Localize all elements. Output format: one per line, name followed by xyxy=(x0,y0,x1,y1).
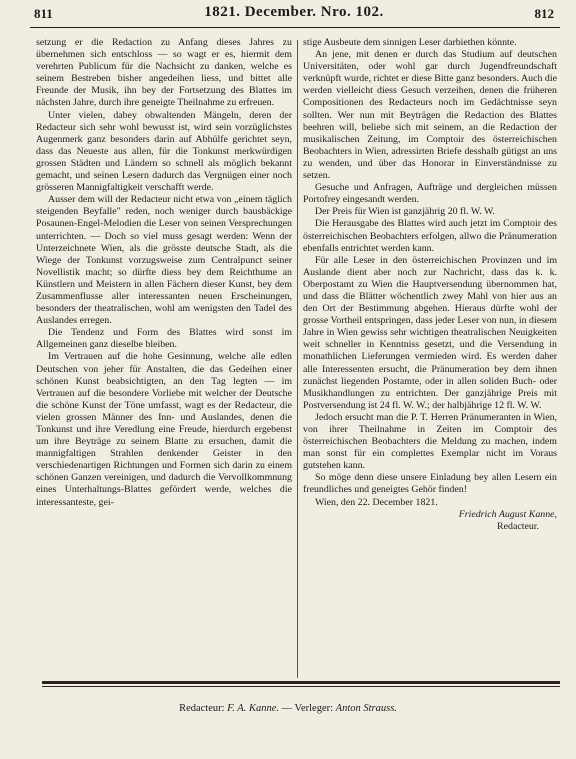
paragraph: Die Herausgabe des Blattes wird auch jetzt im Comptoir des österreichischen Beobachters erfolgen, allwo die Pränumeration ebenfalls entrichtet werden kann. xyxy=(303,218,557,254)
right-column xyxy=(303,37,557,677)
page-number-left: 811 xyxy=(34,6,53,21)
column-divider xyxy=(297,40,298,678)
imprint-footer xyxy=(0,703,576,714)
dateline: Wien, den 22. December 1821. xyxy=(315,496,438,508)
paragraph: Der Preis für Wien ist ganzjährig 20 fl. W. W. xyxy=(315,206,495,218)
paragraph: An jene, mit denen er durch das Studium auf deutschen Universitäten, oder wohl gar durch Jugendfreundschaft verknüpft wurde, richtet er diese Bitte ganz besonders. Auch die werden vielleicht diess Gesuch verzeihen, denen die früheren Compositionen des Redacteurs noch im Gedächtnisse seyn sollten. Wer nun mit Beyträgen die Redaction des Blattes beehren will, beliebe sich mit seinem, an die Redaction der musikalischen Zeitung, im Comptoir des österreichischen Beobachters in Wien, adressirten Briefe desshalb gütigst an uns zu wenden, und über das Honorar in Einverständnisse zu setzen. xyxy=(303,49,557,182)
paragraph: So möge denn diese unsere Einladung bey allen Lesern ein freundliches und geneigtes Gehör finden! xyxy=(303,472,557,496)
footer-rule-thin xyxy=(42,686,560,687)
left-column xyxy=(36,37,292,677)
paragraph: Die Tendenz und Form des Blattes wird sonst im Allgemeinen ganz dieselbe bleiben. xyxy=(36,327,292,351)
paragraph: stige Ausbeute dem sinnigen Leser darbiethen könnte. xyxy=(303,37,517,48)
footer-rule-thick xyxy=(42,681,560,684)
verleger-name: Anton Strauss. xyxy=(335,703,397,714)
signature-name: Friedrich August Kanne, xyxy=(458,508,557,520)
paragraph: Gesuche und Anfragen, Aufträge und dergleichen müssen Portofrey eingesandt werden. xyxy=(303,182,557,206)
issue-title: 1821. December. Nro. 102. xyxy=(204,4,384,20)
page-number-right: 812 xyxy=(534,6,554,21)
paragraph: Für alle Leser in den österreichischen Provinzen und im Auslande dient aber noch zur Nachricht, dass das k. k. Oberpostamt zu Wien die Hauptversendung übernommen hat, und dass die Blätter wöchentlich zwey Mahl von hier aus an den Ort der Bestimmung abgehen. Hieraus dürfte wohl der grosse Vortheil entspringen, dass jeder Leser von nun, in diesem Jahre in Wien gewiss sehr wichtigen theatralischen Neuigkeiten weit schneller in Kenntniss gesetzt, und die Versendung in monathlichen Lieferungen vermieden wird. Es werden daher alle Interessenten ersucht, die Pränumeration bey dem ihnen zunächst liegenden Postamte, oder in allen soliden Buch- oder Musikhandlungen zu entrichten. Der ganzjährige Preis mit Postversendung ist 24 fl. W. W.; der halbjährige 12 fl. W. W. xyxy=(303,254,557,411)
paragraph: Jedoch ersucht man die P. T. Herren Pränumeranten in Wien, von ihrer Theilnahme in Zeiten im Comptoir des österreichischen Beobachters die Meldung zu machen, indem man sonst für ein complettes Exemplar nicht im Voraus gutstehen kann. xyxy=(303,411,557,472)
redacteur-label: Redacteur: xyxy=(179,703,225,714)
signature-title: Redacteur. xyxy=(497,520,539,532)
paragraph: setzung er die Redaction zu Anfang dieses Jahres zu übernehmen sich entschloss — so wagt er es, hiermit dem verehrten Publicum für die Nachsicht zu danken, welche es seinem Bestreben bisher angedeihen liess, und bittet alle Freunde der Musik, ihn bey der Fortsetzung des Blattes im nächsten Jahre, durch ihre geneigte Theilnahme zu erfreuen. xyxy=(36,37,292,109)
header-rule xyxy=(30,27,560,28)
paragraph: Ausser dem will der Redacteur nicht etwa von „einem täglich steigenden Beyfalle" reden, noch weniger durch bausbäckige Posaunen-Engel-Melodien die Leser von seinen Versprechungen unterrichten. — Doch so viel muss gesagt werden: Wenn der Unterzeichnete Wien, als die grösste deutsche Stadt, als die Wiege der Tonkunst vorzugsweise zum Centralpunct seiner Novellistik macht; so dürfte diess bey dem Reichthume an Künstlern und Meistern in allen Fächern dieser Kunst, bey dem Zusammenflusse aller interessanten neuen Erscheinungen, besonders der theatralischen, wohl am wenigsten den Tadel des Auslandes erregen. xyxy=(36,194,292,327)
footer-separator: — Verleger: xyxy=(281,703,334,714)
redacteur-name: F. A. Kanne. xyxy=(227,703,279,714)
paragraph: Unter vielen, dabey obwaltenden Mängeln, deren der Redacteur sich sehr wohl bewusst ist, wird sein vorzüglichstes Augenmerk ganz besonders darin auf Abhülfe gerichtet seyn, dass das Neueste aus allen, für die Tonkunst merkwürdigen grossen Städten und Ländern so schnell als möglich bekannt gemacht, und seinen Lesern dadurch das Vergnügen einer noch grösseren Mannigfaltigkeit verschafft werde. xyxy=(36,109,292,194)
paragraph: Im Vertrauen auf die hohe Gesinnung, welche alle edlen Deutschen von jeher für Anstalten, die das Gedeihen einer schönen Kunst beabsichtigten, an den Tag legten — im Vertrauen auf die besondere Vorliebe mit welcher der Deutsche die schöne Kunst der Töne umfasst, wagt es der Redacteur, die vielen grossen Männer des Inn- und Auslandes, denen die Tonkunst und ihre Veredlung eine Freude, hierdurch ergebenst um ihre Beyträge zu seinem Blatte zu ersuchen, damit die mannigfaltigen Strahlen denkender Geister in den verschiedenartigen Richtungen und Formen sich darin zu einem schönen Ganzen vereinigen, und dadurch die Vervollkommnung eines Unterhaltungs-Blattes gefördert werde, welches die interessanteste, gei- xyxy=(36,351,292,508)
page-header xyxy=(30,4,558,24)
